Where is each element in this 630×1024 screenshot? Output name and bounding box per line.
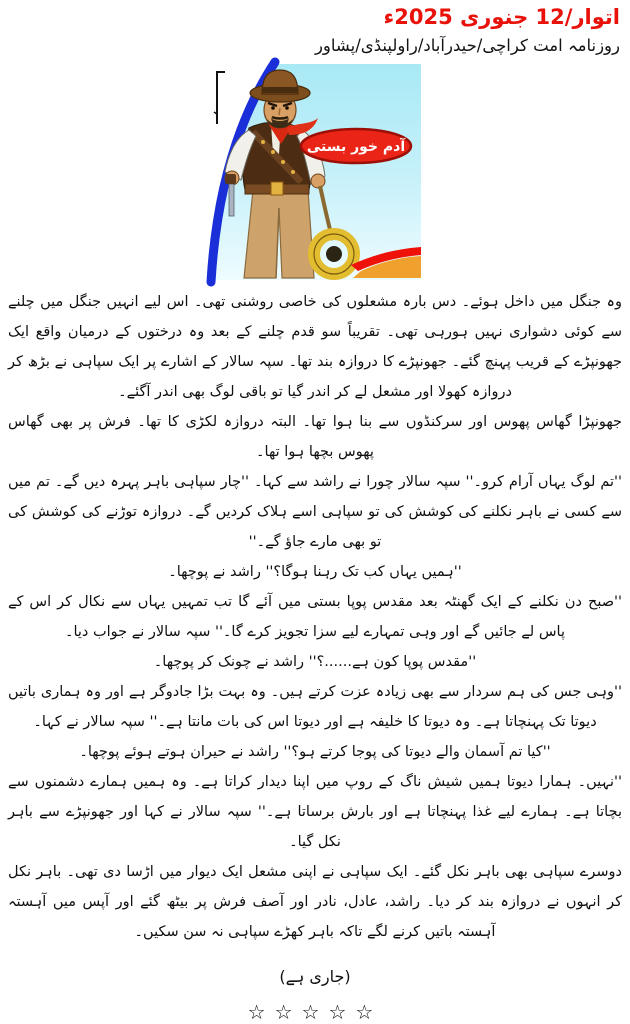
story-title-banner	[301, 129, 411, 163]
date-line: اتوار/12 جنوری 2025ء	[383, 5, 620, 29]
story-paragraph: ''مقدس پوپا کون ہے......؟'' راشد نے چونک کر پوچھا۔	[153, 654, 477, 670]
story-illustration	[183, 68, 421, 278]
story-text	[8, 287, 622, 947]
story-paragraph: ''صبح دن نکلنے کے ایک گھنٹہ بعد مقدس پوپا بستی میں آئے گا تب تمہیں یہاں سے نکال کر اس کے پاس لے جائیں گے اور وہی تمہارے لیے سزا تجویز کرے گا۔'' سپہ سالار نے جواب دیا۔	[8, 594, 622, 640]
edition-line: روزنامہ امت کراچی/حیدرآباد/راولپنڈی/پشاور	[314, 36, 620, 55]
story-paragraph: ''ہمیں یہاں کب تک رہنا ہوگا؟'' راشد نے پوچھا۔	[168, 564, 462, 580]
story-paragraph: ''نہیں۔ ہمارا دیوتا ہمیں شیش ناگ کے روپ میں اپنا دیدار کراتا ہے۔ وہ ہمیں ہمارے دشمنوں سے بچاتا ہے۔ ہمارے لیے غذا پہنچاتا ہے اور بارش برساتا ہے۔'' سپہ سالار نے کہا اور جھونپڑے سے باہر نکل گیا۔	[8, 774, 622, 850]
story-paragraph: ''تم لوگ یہاں آرام کرو۔'' سپہ سالار چورا نے راشد سے کہا۔ ''چار سپاہی باہر پہرہ دیں گے۔ تم میں سے کسی نے باہر نکلنے کی کوشش کی تو سپاہی اسے ہلاک کردیں گے۔ دروازہ توڑنے کی کوشش کی تو بھی مارے جاؤ گے۔''	[8, 474, 622, 550]
story-paragraph: وہ جنگل میں داخل ہوئے۔ دس بارہ مشعلوں کی خاصی روشنی تھی۔ اس لیے انہیں جنگل میں چلنے سے کوئی دشواری نہیں ہورہی تھی۔ تقریباً سو قدم چلنے کے بعد وہ درختوں کے درمیان واقع ایک جھونپڑے کے قریب پہنچ گئے۔ جھونپڑے کا دروازہ بند تھا۔ سپہ سالار کے اشارے پر ایک سپاہی نے بڑھ کر دروازہ کھولا اور مشعل لے کر اندر گیا تو باقی لوگ بھی اندر آگئے۔	[8, 294, 622, 400]
story-paragraph: ''وہی جس کی ہم سردار سے بھی زیادہ عزت کرتے ہیں۔ وہ بہت بڑا جادوگر ہے اور وہ ہماری باتیں دیوتا تک پہنچاتا ہے۔ وہ دیوتا کا خلیفہ ہے اور دیوتا اس کی بات مانتا ہے۔'' سپہ سالار نے کہا۔	[8, 684, 622, 730]
story-paragraph: دوسرے سپاہی بھی باہر نکل گئے۔ ایک سپاہی نے اپنی مشعل ایک دیوار میں اڑسا دی تھی۔ باہر نکل کر انہوں نے دروازہ بند کر دیا۔ راشد، عادل، نادر اور آصف فرش پر بیٹھ گئے اور آپس میں آہستہ آہستہ باتیں کرنے لگے تاکہ باہر کھڑے سپاہی نہ سن سکیں۔	[8, 864, 622, 940]
story-paragraph: جھونپڑا گھاس پھوس اور سرکنڈوں سے بنا ہوا تھا۔ البتہ دروازہ لکڑی کا تھا۔ فرش پر بھی گھاس پھوس بچھا ہوا تھا۔	[8, 414, 622, 460]
star-divider: ☆☆☆☆☆	[247, 1000, 383, 1024]
story-paragraph: ''کیا تم آسمان والے دیوتا کی پوجا کرتے ہو؟'' راشد نے حیران ہوتے ہوئے پوچھا۔	[79, 744, 551, 760]
story-title: آدم خور بستی	[306, 139, 406, 155]
cowboy-illustration	[183, 68, 421, 278]
continued-label: (جاری ہے)	[279, 967, 351, 986]
